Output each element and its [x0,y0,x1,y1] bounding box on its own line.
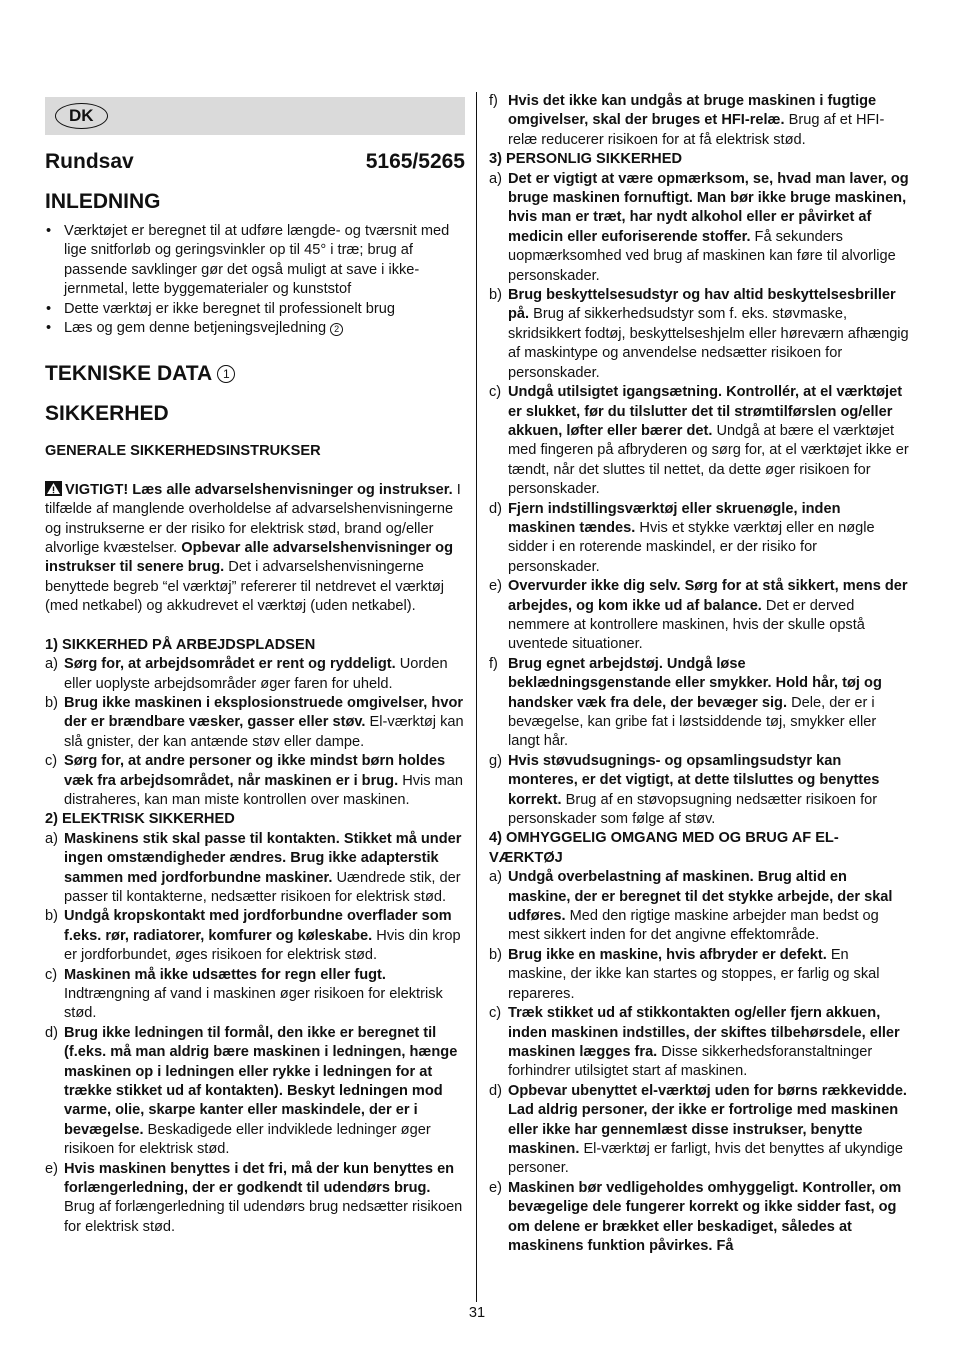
list-item: a) Det er vigtigt at være opmærksom, se, hvad man laver, og bruge maskinen fornuftigt. Man bør ikke bruge maskinen, hvis man er træt, har nydt alkohol eller er påvirket af medicin eller euforiserende stoffer. Få sekunders uopmærksomhed ved brug af maskinen kan føre til alvorlige personskader. [489,170,909,284]
list-item: d) Opbevar ubenyttet el-værktøj uden for børns rækkevidde. Lad aldrig personer, der ikke er fortrolige med maskinen eller ikke har gennemlæst disse instrukser, benytte maskinen. El-værktøj er farligt, hvis det benyttes af ukyndige personer. [489,1082,907,1177]
list-item: b) Brug ikke maskinen i eksplosionstruede omgivelser, hvor der er brændbare væsker, gasser eller støv. El-værktøj kan slå gnister, der kan antænde støv eller dampe. [45,694,464,750]
list-item: a) Undgå overbelastning af maskinen. Brug altid en maskine, der er beregnet til det stykke arbejde, der skal udføres. Med den rigtige maskine arbejder man bedst og mest sikkert inden for det angivne effektområde. [489,869,893,944]
warning-triangle-icon [45,481,62,496]
list-item: d) Fjern indstillingsværktøj eller skruenøgle, inden maskinen tændes. Hvis et stykke værktøj eller en nøgle sidder i en roterende maskindel, er der risiko for personskader. [489,500,875,575]
list-item: e) Maskinen bør vedligeholdes omhyggeligt. Kontroller, om bevægelige dele fungerer korrekt og ikke sidder fast, og om delene er brækket eller beskadiget, således at maskinens funktion påvirkes. Få [489,1179,902,1254]
figure-ref-badge: 2 [330,323,343,336]
list-item: a) Maskinens stik skal passe til kontakten. Stikket må under ingen omstændigheder ændres. Brug ikke adapterstik sammen med jordforbundne maskiner. Uændrede stik, der passer til kontakterne, nedsætter risikoen for elektrisk stød. [45,830,462,905]
section-3-heading: 3) PERSONLIG SIKKERHED [489,151,682,168]
list-item: b) Undgå kropskontakt med jordforbundne overflader som f.eks. rør, radiatorer, komfurer og køleskabe. Hvis din krop er jordforbundet, øges risikoen for elektrisk stød. [45,908,461,964]
list-item: c) Træk stikket ud af stikkontakten og/eller fjern akkuen, inden maskinen indstilles, der skiftes tilbehørsdele, eller maskinen lægges fra. Disse sikkerhedsforanstaltninger forhindrer utilsigtet start af maskinen. [489,1005,900,1080]
list-item: • Dette værktøj er ikke beregnet til professionelt brug [45,300,465,319]
page-number: 31 [468,1305,486,1321]
section-1-heading: 1) SIKKERHED PÅ ARBEJDSPLADSEN [45,636,316,653]
left-column [45,92,465,1237]
section-2-heading: 2) ELEKTRISK SIKKERHED [45,811,235,828]
list-item: a) Sørg for, at arbejdsområdet er rent og ryddeligt. Uorden eller uoplyste arbejdsområder øger faren for uheld. [45,656,448,692]
list-item: f) Brug egnet arbejdstøj. Undgå løse beklædningsgenstande eller smykker. Hold hår, tøj og handsker væk fra dele, der bevæger sig. Dele, der er i bevægelse, kan gribe fat i løstsiddende tøj, smykker eller langt hår. [489,655,882,750]
product-name: Rundsav [45,150,134,173]
list-item: b) Brug beskyttelsesudstyr og hav altid beskyttelsesbriller på. Brug af sikkerhedsudstyr som f. eks. støvmaske, skridsikkert fodtøj, beskyttelseshjelm eller høreværn afhængig af maskintype og anvendelse nedsætter risikoen for personskader. [489,287,909,381]
list-item: e) Overvurder ikke dig selv. Sørg for at stå sikkert, mens der arbejdes, og kom ikke ud af balance. Det er derved nemmere at kontrollere maskinen, hvis der skulle opstå uventede situationer. [489,578,908,653]
general-safety-heading: GENERALE SIKKERHEDSINSTRUKSER [45,443,321,460]
list-item: • Værktøjet er beregnet til at udføre længde- og tværsnit med lige snitforløb og geringsvinkler op til 45° i træ; brug af passende savklinger gør det også muligt at save i ikke-jernmetal, lette byggematerialer og kunststof [45,222,465,300]
intro-heading: INLEDNING [45,190,161,213]
section-4-heading: 4) OMHYGGELIG OMGANG MED OG BRUG AF EL-VÆRKTØJ [489,830,839,866]
safety-heading: SIKKERHED [45,402,169,426]
language-bar [45,97,465,135]
list-item: f) Hvis det ikke kan undgås at bruge maskinen i fugtige omgivelser, skal der bruges et HFI-relæ. Brug af et HFI-relæ reducerer risikoen for at få elektrisk stød. [489,93,885,148]
tech-data-heading: TEKNISKE DATA 1 [45,360,465,388]
warning-paragraph: VIGTIGT! Læs alle advarselshenvisninger og instrukser. I tilfælde af manglende overholdelse af advarselshenvisningerne og instrukserne er der risiko for elektrisk stød, brand og/eller alvorlige kvæstelser. Opbevar alle advarselshenvisninger og instrukser til senere brug. Det i advarselshenvisningerne benyttede begreb “el værktøj” refererer til netdrevet el værktøj (med netkabel) og akkudrevet el værktøj (uden netkabel). [45,481,461,615]
list-item: b) Brug ikke en maskine, hvis afbryder er defekt. En maskine, der ikke kan startes og stoppes, er farlig og skal repareres. [489,946,880,1002]
list-item: g) Hvis støvudsugnings- og opsamlingsudstyr kan monteres, er det vigtigt, at dette tilsluttes og benyttes korrekt. Brug af en støvopsugning nedsætter risikoen for personskader som følge af støv. [489,752,880,828]
list-item: c) Undgå utilsigtet igangsætning. Kontrollér, at el værktøjet er slukket, før du tilslutter det til strømtilførslen og/eller akkuen, løfter eller bærer det. Undgå at bære el værktøjet med fingeren på afbryderen og sørg for, at el værktøjet ikke er tændt, når det sluttes til nettet, da dette øger risikoen for personskader. [489,384,909,498]
right-column [489,92,911,1256]
list-item: • Læs og gem denne betjeningsvejledning 2 [45,319,465,338]
column-divider [476,92,477,1302]
model-numbers: 5165/5265 [365,150,465,173]
list-item: d) Brug ikke ledningen til formål, den ikke er beregnet til (f.eks. må man aldrig bære maskinen i ledningen, hænge maskinen op i ledningen eller rykke i ledningen for at trække stikket ud af kontakten). Beskyt ledningen mod varme, olie, skarpe kanter eller maskindele, der er i bevægelse. Beskadigede eller indviklede ledninger øger risikoen for elektrisk stød. [45,1024,458,1158]
language-badge: DK [55,103,108,129]
product-title-row [45,148,465,176]
list-item: e) Hvis maskinen benyttes i det fri, må der kun benyttes en forlængerledning, der er godkendt til udendørs brug. Brug af forlængerledning til udendørs brug nedsætter risikoen for elektrisk stød. [45,1160,463,1235]
figure-ref-badge: 1 [217,365,235,383]
list-item: c) Maskinen må ikke udsættes for regn eller fugt. Indtrængning af vand i maskinen øger risikoen for elektrisk stød. [45,966,443,1022]
list-item: c) Sørg for, at andre personer og ikke mindst børn holdes væk fra arbejdsområdet, når maskinen er i brug. Hvis man distraheres, kan man miste kontrollen over maskinen. [45,753,464,808]
intro-bullet-list [45,222,465,338]
